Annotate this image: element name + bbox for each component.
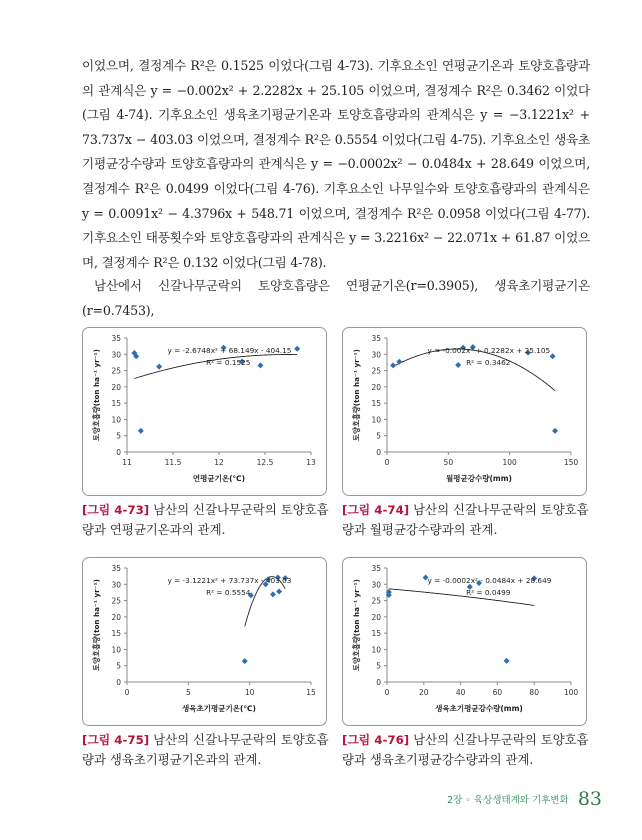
y-tick-label: 15 xyxy=(111,399,121,409)
y-tick-label: 35 xyxy=(111,564,121,573)
figure-4-73-chart xyxy=(82,327,327,496)
trend-equation: y = -0.002x² + 0.2282x + 25.105 xyxy=(427,346,551,355)
x-tick-label: 11 xyxy=(122,458,132,467)
data-point xyxy=(257,362,263,368)
x-tick-label: 20 xyxy=(419,688,429,697)
y-tick-label: 30 xyxy=(371,580,381,590)
y-tick-label: 5 xyxy=(116,661,121,671)
x-axis-title: 생육초기평균기온(℃) xyxy=(182,704,256,713)
data-point xyxy=(242,658,248,664)
x-tick-label: 60 xyxy=(492,688,503,697)
x-axis-title: 월평균강수량(mm) xyxy=(446,474,512,483)
y-tick-label: 25 xyxy=(371,366,381,376)
body-paragraph-1 xyxy=(82,54,590,275)
y-tick-label: 10 xyxy=(111,415,121,425)
scatter-plot xyxy=(83,328,326,495)
trend-line xyxy=(389,589,534,606)
paragraph-text: 남산에서 신갈나무군락의 토양호흡량은 연평균기온(r=0.3905), 생육초기평균기온(r=0.7453), xyxy=(82,278,590,318)
x-tick-label: 50 xyxy=(443,458,454,467)
x-tick-label: 80 xyxy=(529,688,539,697)
y-tick-label: 10 xyxy=(371,415,381,425)
y-tick-label: 25 xyxy=(111,366,121,376)
y-tick-label: 20 xyxy=(371,612,381,622)
r-squared-label: R² = 0.3462 xyxy=(466,358,511,367)
y-tick-label: 30 xyxy=(111,350,121,360)
data-point xyxy=(504,658,510,664)
y-tick-label: 10 xyxy=(111,645,121,655)
caption-number: [그림 4-74] xyxy=(342,503,410,517)
data-point xyxy=(138,428,144,434)
data-point xyxy=(396,359,402,365)
trend-equation: y = -0.0002x² - 0.0484x + 28.649 xyxy=(427,576,552,585)
data-point xyxy=(455,362,461,368)
r-squared-label: R² = 0.5554 xyxy=(206,588,251,597)
y-axis-title: 토양호흡량(ton ha⁻¹ yr⁻¹) xyxy=(352,579,361,671)
y-tick-label: 25 xyxy=(371,596,381,606)
caption-number: [그림 4-75] xyxy=(82,733,150,747)
x-tick-label: 13 xyxy=(306,458,316,467)
data-point xyxy=(294,346,300,352)
y-tick-label: 20 xyxy=(111,612,121,622)
figure-caption xyxy=(82,500,332,540)
x-tick-label: 100 xyxy=(563,688,579,697)
x-tick-label: 15 xyxy=(306,688,316,697)
caption-number: [그림 4-73] xyxy=(82,503,150,517)
x-tick-label: 40 xyxy=(455,688,466,697)
scatter-plot xyxy=(83,558,326,725)
data-point xyxy=(390,362,396,368)
y-tick-label: 30 xyxy=(371,350,381,360)
data-point xyxy=(552,428,558,434)
caption-text: 남산의 신갈나무군락의 토양호흡량과 생육초기평균강수량과의 관계. xyxy=(342,732,589,767)
y-tick-label: 15 xyxy=(371,629,381,639)
data-point xyxy=(270,591,276,597)
data-point xyxy=(550,353,556,359)
y-axis-title: 토양호흡량(ton ha⁻¹ yr⁻¹) xyxy=(352,349,361,441)
figure-caption xyxy=(342,730,592,770)
x-tick-label: 11.5 xyxy=(164,458,182,467)
x-axis-title: 생육초기평균강수량(mm) xyxy=(435,704,523,713)
figure-4-74-chart xyxy=(342,327,587,496)
y-tick-label: 15 xyxy=(371,399,381,409)
y-tick-label: 20 xyxy=(371,382,381,392)
body-paragraph-2 xyxy=(82,274,590,323)
figure-caption xyxy=(82,730,332,770)
scatter-plot xyxy=(343,558,586,725)
paragraph-text: 이었으며, 결정계수 R²은 0.1525 이었다(그림 4-73). 기후요소인 연평균기온과 토양호흡량과의 관계식은 y = −0.002x² + 2.2282x + 25.105 이었으며, 결정계수 R²은 0.3462 이었다(그림 4-74). 기후요소인 생육초기평균기온과 토양호흡량과의 관계식은 y = −3.1221x² + 73.737x − 403.03 이었으며, 결정계수 R²은 0.5554 이었다(그림 4-75). 기후요소인 생육초기평균강수량과 토양호흡량과의 관계식은 y = −0.0002x² − 0.0484x + 28.649 이었으며, 결정계수 R²은 0.0499 이었다(그림 4-76). 기후요소인 나무일수와 토양호흡량과의 관계식은 y = 0.0091x² − 4.3796x + 548.71 이었으며, 결정계수 R²은 0.0958 이었다(그림 4-77). 기후요소인 태풍횟수와 토양호흡량과의 관계식은 y = 3.2216x² − 22.071x + 61.87 이었으며, 결정계수 R²은 0.132 이었다(그림 4-78). xyxy=(82,58,590,270)
x-tick-label: 100 xyxy=(502,458,517,467)
trend-line xyxy=(393,349,555,391)
y-tick-label: 15 xyxy=(111,629,121,639)
y-tick-label: 0 xyxy=(376,678,381,687)
y-axis-title: 토양호흡량(ton ha⁻¹ yr⁻¹) xyxy=(92,579,101,671)
caption-text: 남산의 신갈나무군락의 토양호흡량과 연평균기온과의 관계. xyxy=(82,502,329,537)
x-tick-label: 5 xyxy=(185,688,191,697)
x-tick-label: 0 xyxy=(384,458,390,467)
y-axis-title: 토양호흡량(ton ha⁻¹ yr⁻¹) xyxy=(92,349,101,441)
y-tick-label: 10 xyxy=(371,645,381,655)
caption-text: 남산의 신갈나무군락의 토양호흡량과 생육초기평균기온과의 관계. xyxy=(82,732,329,767)
page-number: 83 xyxy=(577,788,602,810)
y-tick-label: 20 xyxy=(111,382,121,392)
x-tick-label: 12.5 xyxy=(256,458,274,467)
y-tick-label: 30 xyxy=(111,580,121,590)
figure-caption xyxy=(342,500,592,540)
y-tick-label: 5 xyxy=(116,431,121,441)
x-axis-title: 연평균기온(℃) xyxy=(192,474,246,483)
page-footer xyxy=(447,788,602,810)
y-tick-label: 0 xyxy=(116,678,121,687)
trend-equation: y = -3.1221x² + 73.737x - 403.03 xyxy=(167,576,292,585)
y-tick-label: 35 xyxy=(371,564,381,573)
figure-4-76-chart xyxy=(342,557,587,726)
caption-number: [그림 4-76] xyxy=(342,733,410,747)
y-tick-label: 5 xyxy=(376,431,381,441)
x-tick-label: 0 xyxy=(384,688,390,697)
data-point xyxy=(276,588,282,594)
y-tick-label: 35 xyxy=(111,334,121,343)
r-squared-label: R² = 0.0499 xyxy=(466,588,511,597)
y-tick-label: 0 xyxy=(376,448,381,457)
y-tick-label: 5 xyxy=(376,661,381,671)
trend-equation: y = -2.6748x² + 68.149x - 404.15 xyxy=(167,346,292,355)
x-tick-label: 10 xyxy=(244,688,255,697)
y-tick-label: 0 xyxy=(116,448,121,457)
data-point xyxy=(156,364,162,370)
chapter-title: 2장 ◦ 육상생태계와 기후변화 xyxy=(447,795,569,806)
y-tick-label: 25 xyxy=(111,596,121,606)
y-tick-label: 35 xyxy=(371,334,381,343)
r-squared-label: R² = 0.1525 xyxy=(206,358,251,367)
x-tick-label: 0 xyxy=(124,688,130,697)
caption-text: 남산의 신갈나무군락의 토양호흡량과 월평균강수량과의 관계. xyxy=(342,502,589,537)
scatter-plot xyxy=(343,328,586,495)
x-tick-label: 150 xyxy=(563,458,579,467)
figure-4-75-chart xyxy=(82,557,327,726)
x-tick-label: 12 xyxy=(214,458,224,467)
